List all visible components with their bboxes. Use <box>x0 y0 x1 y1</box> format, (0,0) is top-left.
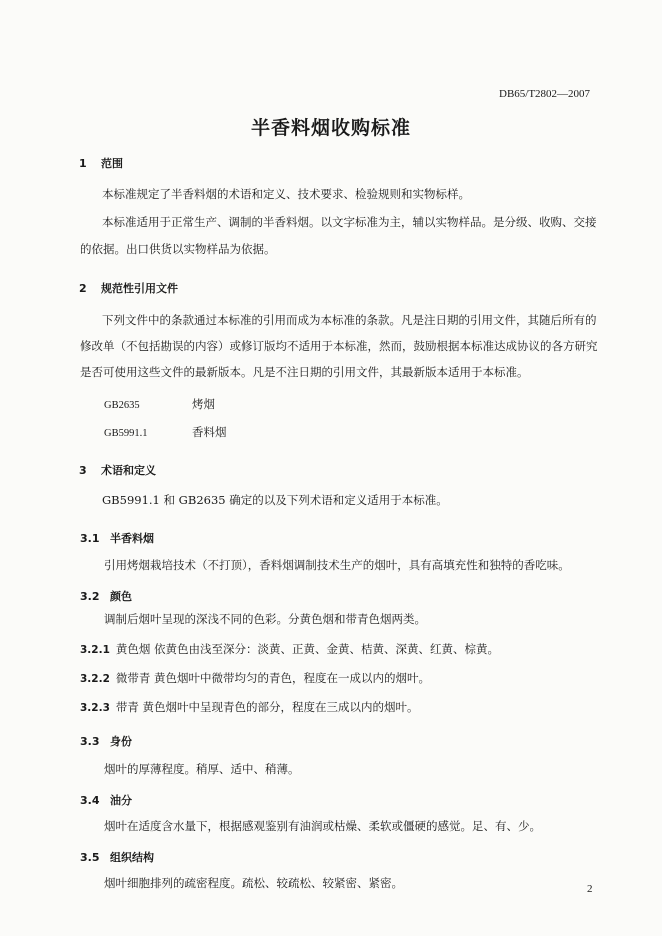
subsection-number: 3.1 <box>80 532 100 545</box>
reference-code: GB2635 <box>104 400 140 411</box>
definition-item <box>80 641 499 657</box>
definition-item <box>80 699 419 715</box>
section-heading-3 <box>79 462 156 478</box>
subsection-title: 油分 <box>110 794 132 807</box>
section-number: 3 <box>79 464 87 477</box>
subsection-heading-3-2 <box>80 588 132 604</box>
paragraph: 修改单（不包括勘误的内容）或修订版均不适用于本标准，然而，鼓励根据本标准达成协议的各方研究 <box>80 339 598 353</box>
item-text: 黄色烟 依黄色由浅至深分：淡黄、正黄、金黄、桔黄、深黄、红黄、棕黄。 <box>115 642 500 656</box>
reference-name: 烤烟 <box>192 397 215 411</box>
paragraph: GB5991.1 和 GB2635 确定的以及下列术语和定义适用于本标准。 <box>102 493 448 507</box>
subsection-heading-3-3 <box>80 733 132 749</box>
document-title: 半香料烟收购标准 <box>250 117 411 139</box>
paragraph: 烟叶在适度含水量下，根据感观鉴别有油润或枯燥、柔软或僵硬的感觉。足、有、少。 <box>104 819 541 833</box>
paragraph: 下列文件中的条款通过本标准的引用而成为本标准的条款。凡是注日期的引用文件，其随后所有的 <box>102 313 597 327</box>
page-number: 2 <box>587 883 593 895</box>
paragraph: 调制后烟叶呈现的深浅不同的色彩。分黄色烟和带青色烟两类。 <box>104 612 426 626</box>
section-heading-1 <box>79 155 123 171</box>
subsection-title: 组织结构 <box>110 851 154 864</box>
section-title: 范围 <box>101 157 123 170</box>
document-number: DB65/T2802—2007 <box>499 88 591 100</box>
paragraph: 是否可使用这些文件的最新版本。凡是不注日期的引用文件，其最新版本适用于本标准。 <box>80 365 529 379</box>
subsection-heading-3-5 <box>80 849 154 865</box>
section-title: 规范性引用文件 <box>101 282 178 295</box>
paragraph: 本标准适用于正常生产、调制的半香料烟。以文字标准为主，辅以实物样品。是分级、收购、交接 <box>102 215 597 229</box>
paragraph: 引用烤烟栽培技术（不打顶），香料烟调制技术生产的烟叶，具有高填充性和独特的香吃味。 <box>104 558 570 572</box>
reference-name: 香料烟 <box>192 425 227 439</box>
subsection-number: 3.3 <box>80 735 100 748</box>
paragraph: 烟叶细胞排列的疏密程度。疏松、较疏松、较紧密、紧密。 <box>104 876 403 890</box>
subsection-number: 3.4 <box>80 794 100 807</box>
section-number: 1 <box>79 157 87 170</box>
paragraph: 本标准规定了半香料烟的术语和定义、技术要求、检验规则和实物标样。 <box>102 187 470 201</box>
item-text: 微带青 黄色烟叶中微带均匀的青色，程度在一成以内的烟叶。 <box>115 671 431 685</box>
section-number: 2 <box>79 282 87 295</box>
subsection-heading-3-4 <box>80 792 132 808</box>
subsection-heading-3-1 <box>80 530 154 546</box>
item-number: 3.2.3 <box>80 702 110 714</box>
reference-item <box>104 396 215 412</box>
reference-code: GB5991.1 <box>104 428 148 439</box>
definition-item <box>80 670 430 686</box>
item-text: 带青 黄色烟叶中呈现青色的部分，程度在三成以内的烟叶。 <box>115 700 419 714</box>
subsection-title: 身份 <box>110 735 132 748</box>
paragraph: 的依据。出口供货以实物样品为依据。 <box>80 242 276 256</box>
subsection-title: 颜色 <box>110 590 132 603</box>
reference-item <box>104 424 227 440</box>
paragraph: 烟叶的厚薄程度。稍厚、适中、稍薄。 <box>104 762 300 776</box>
section-heading-2 <box>79 280 178 296</box>
section-title: 术语和定义 <box>101 464 156 477</box>
subsection-title: 半香料烟 <box>110 532 154 545</box>
subsection-number: 3.2 <box>80 590 100 603</box>
subsection-number: 3.5 <box>80 851 100 864</box>
item-number: 3.2.1 <box>80 644 110 656</box>
item-number: 3.2.2 <box>80 673 110 685</box>
